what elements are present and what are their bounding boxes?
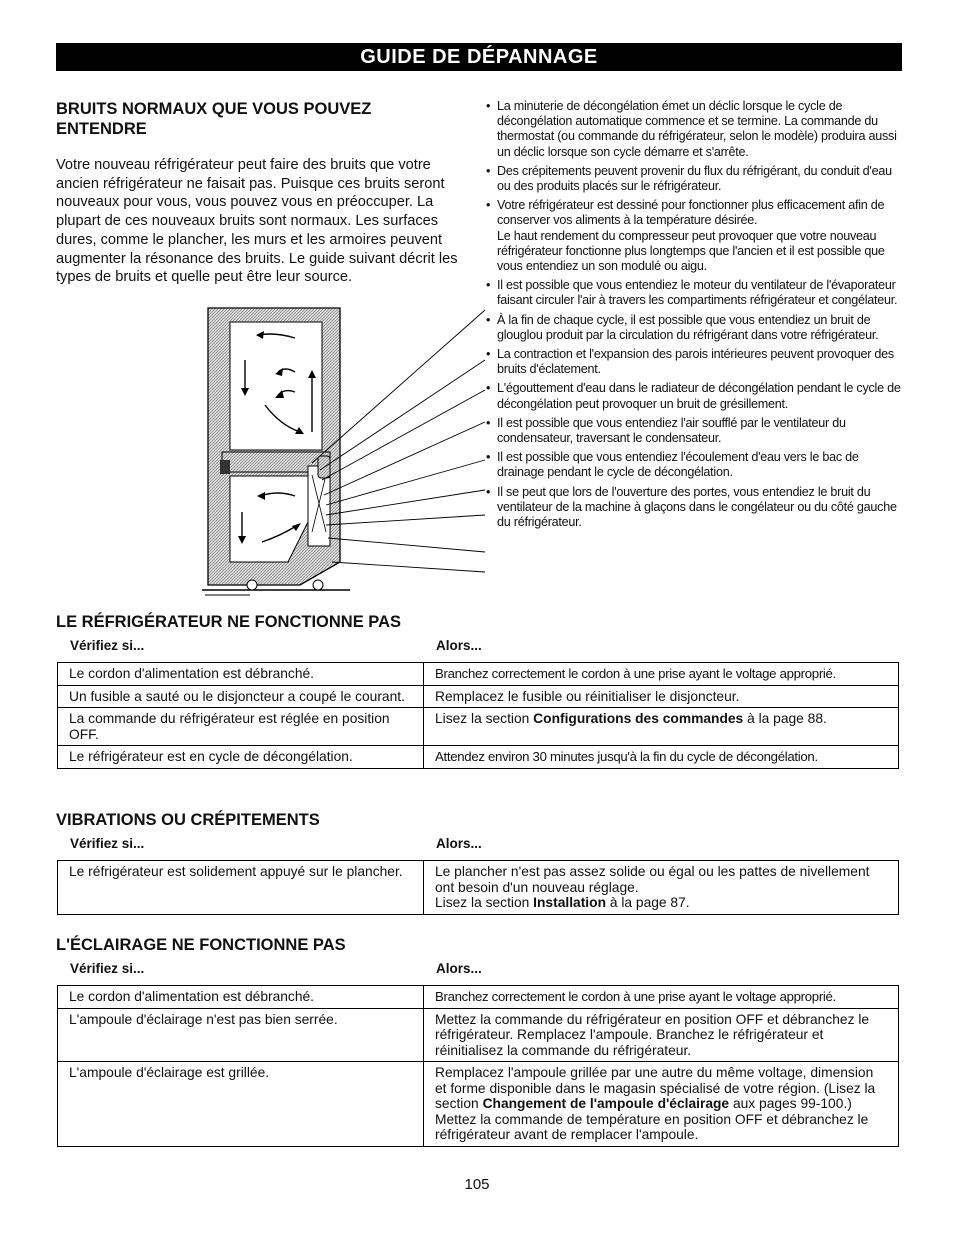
page-banner: GUIDE DE DÉPANNAGE bbox=[56, 43, 902, 71]
list-item-text: Votre réfrigérateur est dessiné pour fonctionner plus efficacement afin de conserver vos aliments à la température désirée. bbox=[497, 198, 885, 228]
list-item: • L'égouttement d'eau dans le radiateur de décongélation pendant le cycle de décongélation peut provoquer un bruit de grésillement. bbox=[486, 381, 906, 411]
cell-text: Lisez la section bbox=[435, 895, 534, 910]
column-header-check: Vérifiez si... bbox=[70, 638, 145, 653]
column-header-then: Alors... bbox=[436, 638, 482, 653]
cell-text: Mettez la commande de température en position OFF et débranchez le réfrigérateur avant de remplacer l'ampoule. bbox=[435, 1111, 869, 1142]
noise-list bbox=[486, 99, 906, 534]
column-header-check: Vérifiez si... bbox=[70, 961, 145, 976]
cell-bold-text: Configurations des commandes bbox=[533, 711, 744, 726]
table-cell: Le réfrigérateur est solidement appuyé sur le plancher. bbox=[58, 861, 424, 915]
cell-text: Le plancher n'est pas assez solide ou égal ou les pattes de nivellement ont besoin d'un nouveau réglage. bbox=[435, 864, 870, 895]
table-row bbox=[58, 708, 899, 746]
list-item: • Il est possible que vous entendiez l'air soufflé par le ventilateur du condensateur, traversant le condensateur. bbox=[486, 416, 906, 446]
table-cell: Le réfrigérateur est en cycle de décongélation. bbox=[58, 746, 424, 769]
table-row bbox=[58, 1008, 899, 1062]
light-table bbox=[57, 985, 899, 1147]
table-row bbox=[58, 986, 899, 1009]
table-cell bbox=[424, 708, 899, 746]
intro-paragraph: Votre nouveau réfrigérateur peut faire des bruits que votre ancien réfrigérateur ne faisait pas. Puisque ces bruits seront nouveaux pour vous, vous pouvez vous en préoccuper. La plupart de ces nouveaux bruits sont normaux. Les surfaces dures, comme le plancher, les murs et les armoires peuvent augmenter la résonance des bruits. Le guide suivant décrit les types de bruits et quelle peut être leur source. bbox=[56, 157, 458, 286]
table-cell: Attendez environ 30 minutes jusqu'à la fin du cycle de décongélation. bbox=[424, 746, 899, 769]
table-cell bbox=[424, 861, 899, 915]
section-title-normal-noises bbox=[56, 99, 371, 139]
section-title-line: BRUITS NORMAUX QUE VOUS POUVEZ bbox=[56, 100, 372, 118]
table-cell bbox=[424, 1062, 899, 1147]
section-title-light-not-working: L'ÉCLAIRAGE NE FONCTIONNE PAS bbox=[56, 936, 346, 954]
cell-text: à la page 88. bbox=[743, 711, 827, 726]
list-item: • La contraction et l'expansion des parois intérieures peuvent provoquer des bruits d'éclatement. bbox=[486, 347, 906, 377]
vibrations-table bbox=[57, 860, 899, 915]
cell-text: Remplacez l'ampoule grillée par une autre du même voltage, dimension et forme disponible dans le magasin spécialisé de votre région. (Lisez la section bbox=[435, 1065, 876, 1111]
list-item-text: Le haut rendement du compresseur peut provoquer que votre nouveau réfrigérateur fonctionne plus longtemps que l'ancien et il est possible que vous entendiez un son modulé ou aigu. bbox=[497, 228, 885, 274]
list-item: • À la fin de chaque cycle, il est possible que vous entendiez un bruit de glouglou produit par la circulation du réfrigérant dans votre réfrigérateur. bbox=[486, 313, 906, 343]
list-item: • Il est possible que vous entendiez l'écoulement d'eau vers le bac de drainage pendant le cycle de décongélation. bbox=[486, 450, 906, 480]
cell-bold-text: Installation bbox=[533, 895, 606, 910]
not-running-table bbox=[57, 662, 899, 769]
section-title-vibrations: VIBRATIONS OU CRÉPITEMENTS bbox=[56, 811, 320, 829]
table-row bbox=[58, 746, 899, 769]
table-cell: Le cordon d'alimentation est débranché. bbox=[58, 986, 424, 1009]
cell-text: Lisez la section bbox=[435, 711, 534, 726]
list-item: • Il est possible que vous entendiez le moteur du ventilateur de l'évaporateur faisant circuler l'air à travers les compartiments réfrigérateur et congélateur. bbox=[486, 278, 906, 308]
column-header-then: Alors... bbox=[436, 836, 482, 851]
cell-text: à la page 87. bbox=[606, 895, 690, 910]
table-row bbox=[58, 1062, 899, 1147]
page-number: 105 bbox=[464, 1176, 490, 1193]
list-item bbox=[486, 198, 906, 274]
table-cell: Mettez la commande du réfrigérateur en position OFF et débranchez le réfrigérateur. Remplacez l'ampoule. Branchez le réfrigérateur et réinitialisez la commande du réfrigérateur. bbox=[424, 1008, 899, 1062]
table-row bbox=[58, 861, 899, 915]
section-title-not-running: LE RÉFRIGÉRATEUR NE FONCTIONNE PAS bbox=[56, 613, 401, 631]
refrigerator-diagram bbox=[200, 300, 490, 600]
table-cell: L'ampoule d'éclairage n'est pas bien serrée. bbox=[58, 1008, 424, 1062]
table-row bbox=[58, 685, 899, 708]
list-item: • Des crépitements peuvent provenir du flux du réfrigérant, du conduit d'eau ou des produits placés sur le réfrigérateur. bbox=[486, 164, 906, 194]
cell-text: aux pages 99-100.) bbox=[729, 1096, 852, 1111]
table-cell: Remplacez le fusible ou réinitialiser le disjoncteur. bbox=[424, 685, 899, 708]
table-row bbox=[58, 663, 899, 686]
column-header-check: Vérifiez si... bbox=[70, 836, 145, 851]
table-cell: Branchez correctement le cordon à une prise ayant le voltage approprié. bbox=[424, 663, 899, 686]
section-title-line: ENTENDRE bbox=[56, 120, 147, 138]
table-cell: Un fusible a sauté ou le disjoncteur a coupé le courant. bbox=[58, 685, 424, 708]
table-cell: L'ampoule d'éclairage est grillée. bbox=[58, 1062, 424, 1147]
list-item: • Il se peut que lors de l'ouverture des portes, vous entendiez le bruit du ventilateur de la machine à glaçons dans le congélateur ou du côté gauche du réfrigérateur. bbox=[486, 485, 906, 531]
list-item: • La minuterie de décongélation émet un déclic lorsque le cycle de décongélation automatique commence et se termine. La commande du thermostat (ou commande du réfrigérateur, selon le modèle) produira aussi un déclic lorsque son cycle démarre et s'arrête. bbox=[486, 99, 906, 160]
table-cell: Branchez correctement le cordon à une prise ayant le voltage approprié. bbox=[424, 986, 899, 1009]
table-cell: La commande du réfrigérateur est réglée en position OFF. bbox=[58, 708, 424, 746]
table-cell: Le cordon d'alimentation est débranché. bbox=[58, 663, 424, 686]
column-header-then: Alors... bbox=[436, 961, 482, 976]
cell-bold-text: Changement de l'ampoule d'éclairage bbox=[482, 1096, 730, 1111]
